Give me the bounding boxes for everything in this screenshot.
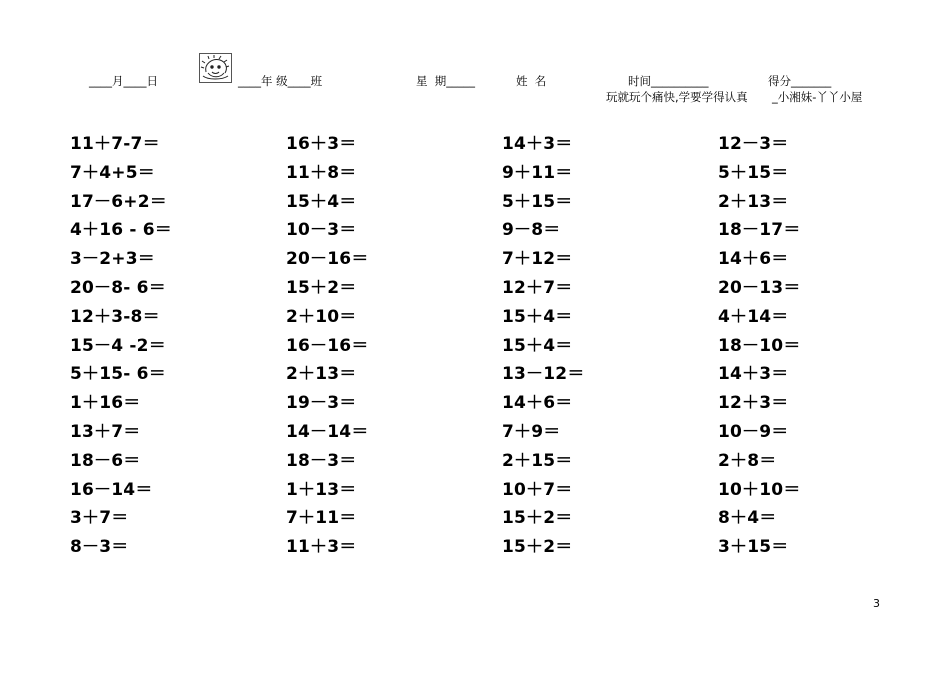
arithmetic-problem: 15＋2＝ <box>502 537 573 558</box>
problem-column-3 <box>502 130 585 562</box>
arithmetic-problem: 20－13＝ <box>718 277 801 298</box>
arithmetic-problem: 8－3＝ <box>70 537 129 558</box>
arithmetic-problem: 13－12＝ <box>502 364 585 385</box>
problem-column-2 <box>286 130 369 562</box>
arithmetic-problem: 14＋6＝ <box>502 393 573 414</box>
author-text: _小湘妹-丫丫小屋 <box>772 90 863 104</box>
arithmetic-problem: 9－8＝ <box>502 220 561 241</box>
arithmetic-problem: 11＋7-7＝ <box>70 134 160 154</box>
arithmetic-problem: 15－4 -2＝ <box>70 335 166 356</box>
arithmetic-problem: 10－3＝ <box>286 220 357 241</box>
arithmetic-problem: 12＋3-8＝ <box>70 306 160 327</box>
grade-class-field: ____年 级____班 <box>238 74 323 88</box>
arithmetic-problem: 16－16＝ <box>286 335 369 356</box>
score-field: 得分_______ <box>768 74 832 88</box>
arithmetic-problem: 2＋13＝ <box>718 191 789 212</box>
arithmetic-problem: 4＋16 - 6＝ <box>70 220 173 241</box>
arithmetic-problem: 19－3＝ <box>286 393 357 414</box>
smiling-sun-icon <box>200 54 231 82</box>
arithmetic-problem: 7＋12＝ <box>502 249 573 270</box>
arithmetic-problem: 15＋2＝ <box>502 508 573 529</box>
arithmetic-problem: 3＋7＝ <box>70 508 129 529</box>
arithmetic-problem: 5＋15＝ <box>502 191 573 212</box>
arithmetic-problem: 1＋13＝ <box>286 479 357 500</box>
arithmetic-problem: 4＋14＝ <box>718 306 789 327</box>
arithmetic-problem: 10－9＝ <box>718 421 789 442</box>
arithmetic-problem: 2＋15＝ <box>502 450 573 471</box>
arithmetic-problem: 14＋6＝ <box>718 249 789 270</box>
arithmetic-problem: 7＋11＝ <box>286 508 357 529</box>
weekday-field: 星 期_____ <box>416 74 476 88</box>
logo <box>199 53 232 83</box>
name-field: 姓 名 <box>516 74 547 88</box>
arithmetic-problem: 12－3＝ <box>718 134 789 154</box>
arithmetic-problem: 7＋4+5＝ <box>70 162 155 183</box>
arithmetic-problem: 10＋7＝ <box>502 479 573 500</box>
arithmetic-problem: 16－14＝ <box>70 479 153 500</box>
arithmetic-problem: 5＋15- 6＝ <box>70 364 166 385</box>
arithmetic-problem: 11＋3＝ <box>286 537 357 558</box>
arithmetic-problem: 7＋9＝ <box>502 421 561 442</box>
arithmetic-problem: 2＋8＝ <box>718 450 777 471</box>
arithmetic-problem: 18－6＝ <box>70 450 141 471</box>
arithmetic-problem: 1＋16＝ <box>70 393 141 414</box>
arithmetic-problem: 5＋15＝ <box>718 162 789 183</box>
arithmetic-problem: 10＋10＝ <box>718 479 801 500</box>
arithmetic-problem: 15＋4＝ <box>502 306 573 327</box>
time-field: 时间__________ <box>628 74 709 88</box>
arithmetic-problem: 12＋3＝ <box>718 393 789 414</box>
page-number: 3 <box>873 597 880 610</box>
arithmetic-problem: 16＋3＝ <box>286 134 357 154</box>
arithmetic-problem: 17－6+2＝ <box>70 191 167 212</box>
arithmetic-problem: 14－14＝ <box>286 421 369 442</box>
motto-text: 玩就玩个痛快,学要学得认真 <box>606 90 748 104</box>
arithmetic-problem: 11＋8＝ <box>286 162 357 183</box>
problem-column-1 <box>70 130 172 562</box>
arithmetic-problem: 14＋3＝ <box>502 134 573 154</box>
arithmetic-problem: 20－8- 6＝ <box>70 277 166 298</box>
arithmetic-problem: 15＋4＝ <box>286 191 357 212</box>
date-field: ____月____日 <box>89 74 158 88</box>
arithmetic-problem: 8＋4＝ <box>718 508 777 529</box>
arithmetic-problem: 13＋7＝ <box>70 421 141 442</box>
arithmetic-problem: 18－3＝ <box>286 450 357 471</box>
arithmetic-problem: 15＋4＝ <box>502 335 573 356</box>
arithmetic-problem: 2＋13＝ <box>286 364 357 385</box>
arithmetic-problem: 9＋11＝ <box>502 162 573 183</box>
arithmetic-problem: 14＋3＝ <box>718 364 789 385</box>
problem-column-4 <box>718 130 801 562</box>
arithmetic-problem: 3＋15＝ <box>718 537 789 558</box>
arithmetic-problem: 20－16＝ <box>286 249 369 270</box>
arithmetic-problem: 18－17＝ <box>718 220 801 241</box>
arithmetic-problem: 15＋2＝ <box>286 277 357 298</box>
arithmetic-problem: 3－2+3＝ <box>70 249 155 270</box>
arithmetic-problem: 2＋10＝ <box>286 306 357 327</box>
arithmetic-problem: 18－10＝ <box>718 335 801 356</box>
arithmetic-problem: 12＋7＝ <box>502 277 573 298</box>
